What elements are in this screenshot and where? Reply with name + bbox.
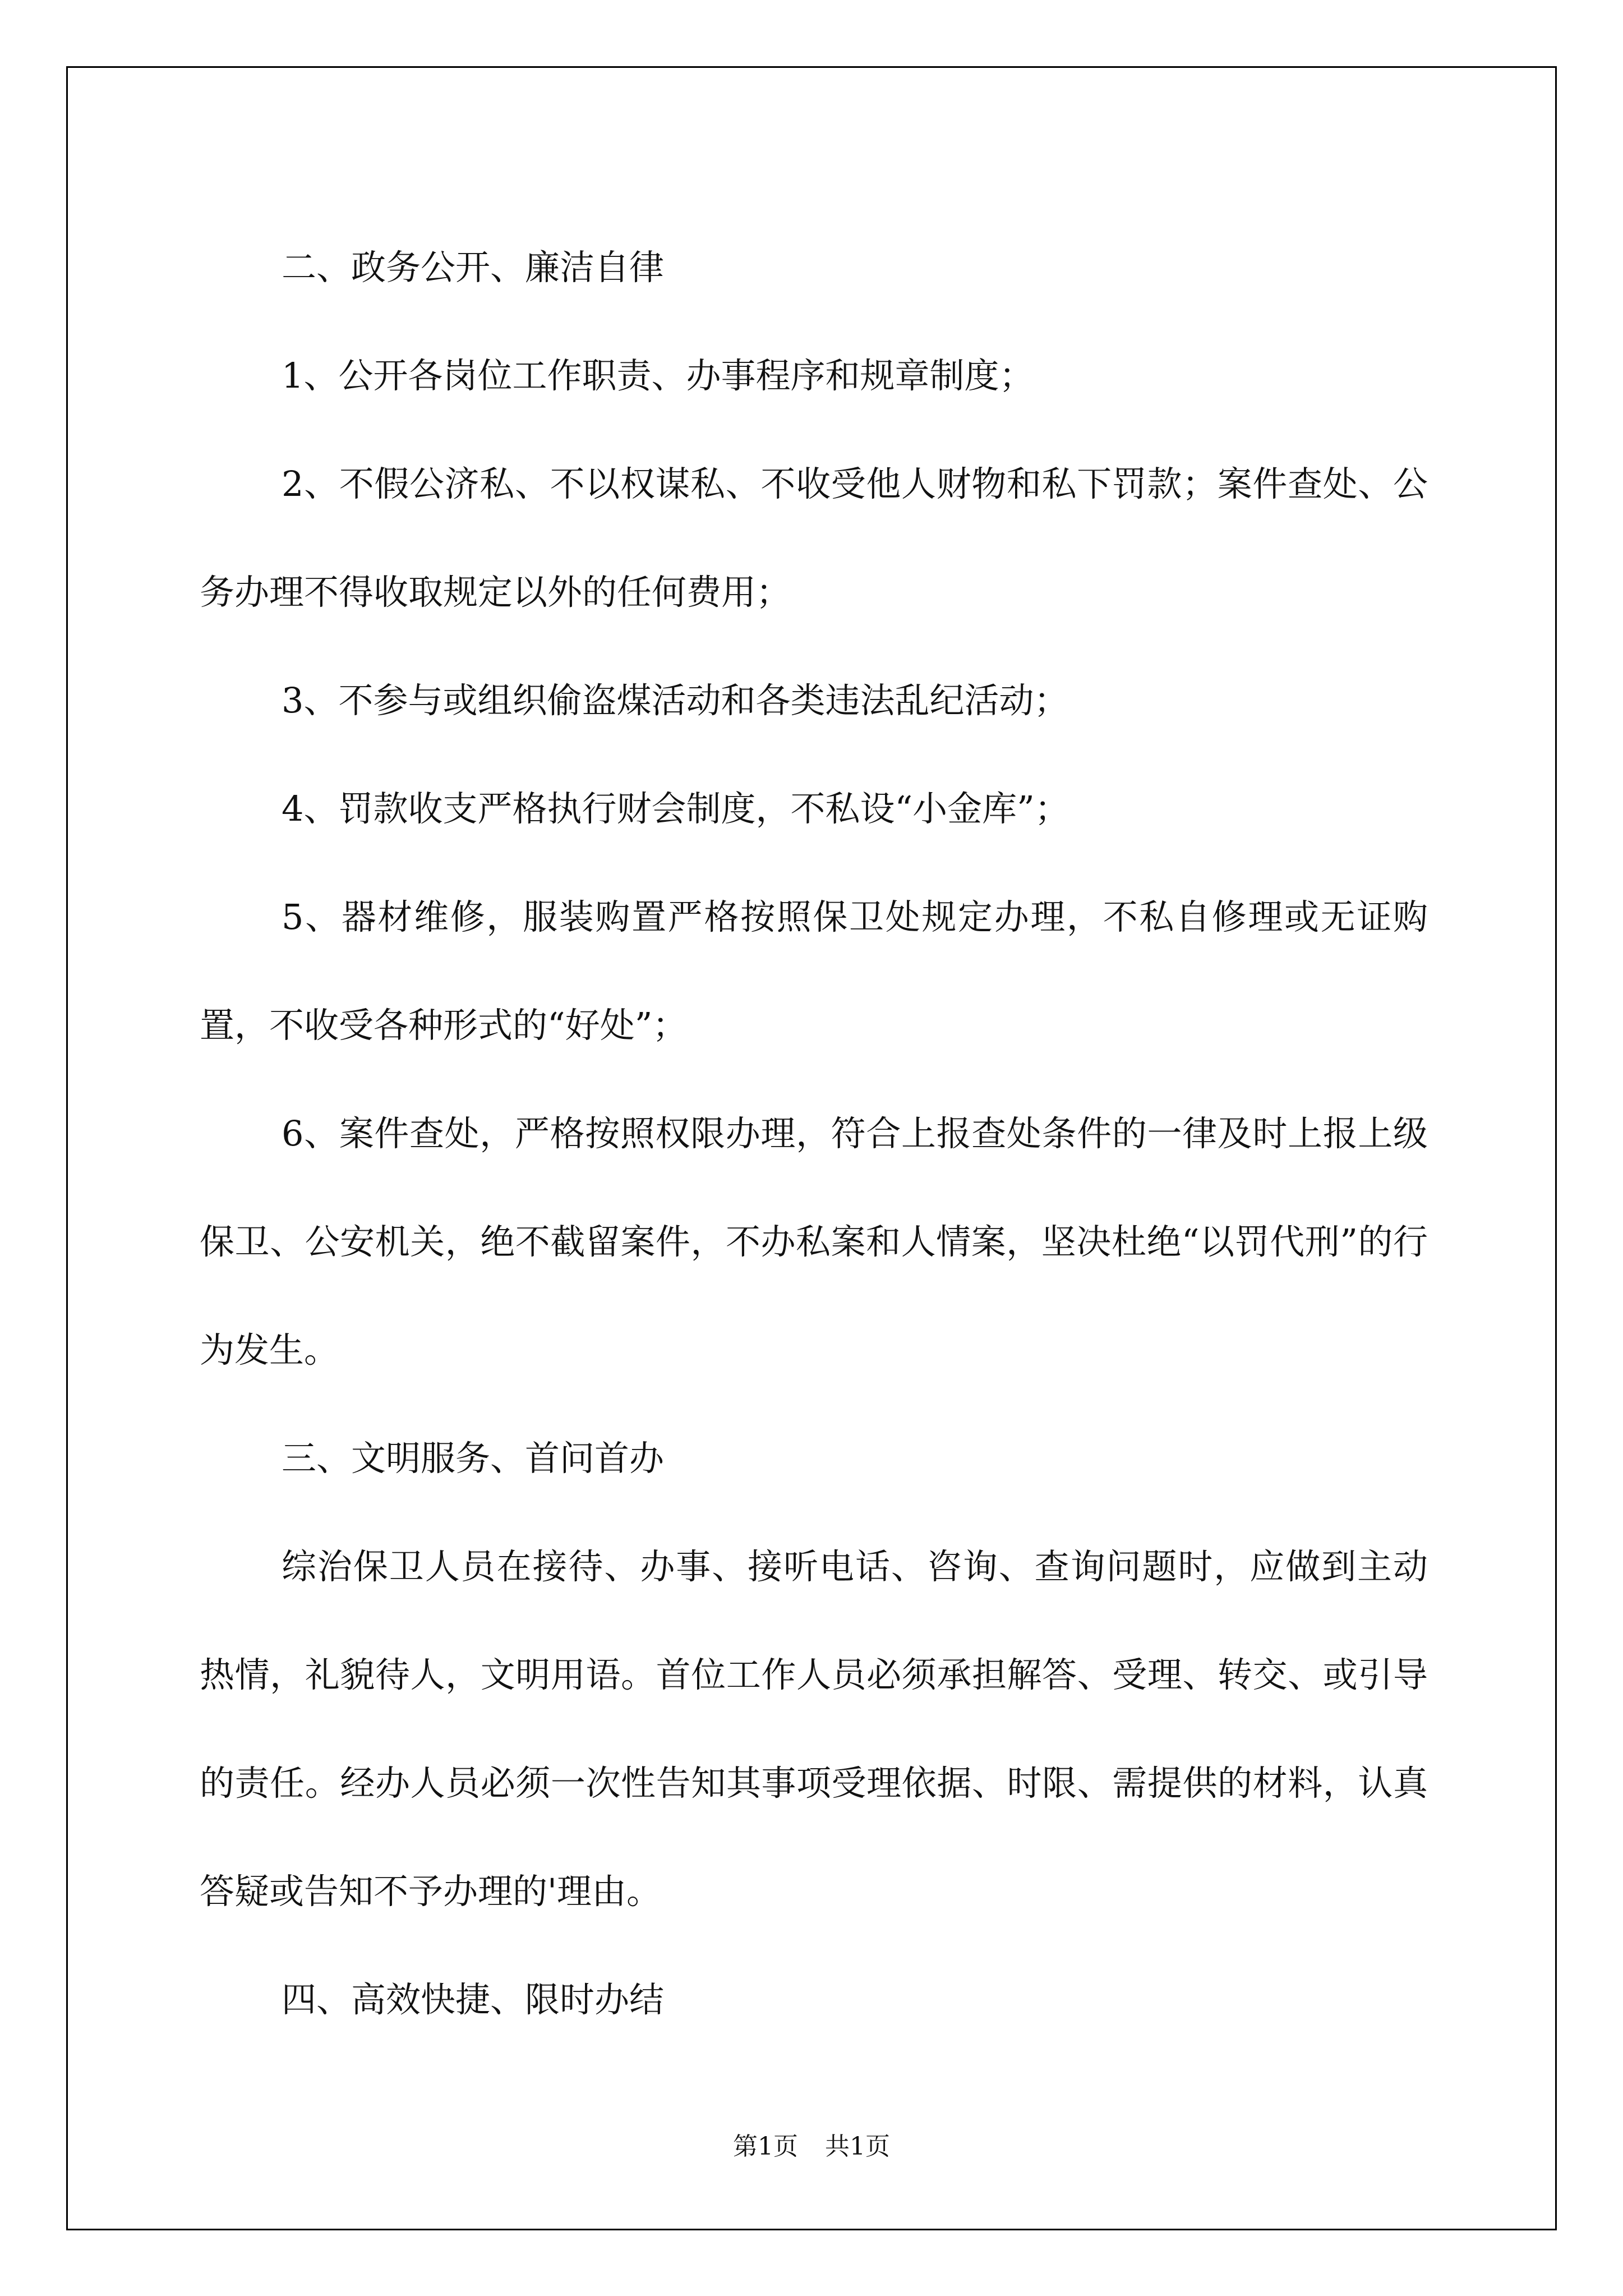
- page-footer: [0, 2126, 1623, 2162]
- section-heading-2: 二、政务公开、廉洁自律: [282, 247, 665, 288]
- list-item-3: 3、不参与或组织偷盗煤活动和各类违法乱纪活动；: [282, 680, 1069, 721]
- list-item-6: 6、案件查处，严格按照权限办理，符合上报查处条件的一律及时上报上级保卫、公安机关，绝不截留案件，不办私案和人情案，坚决杜绝“以罚代刑”的行为发生。: [200, 1113, 1428, 1370]
- document-body: [200, 213, 1428, 2054]
- section-heading-3: 三、文明服务、首问首办: [282, 1438, 665, 1479]
- page-count: 共1页: [825, 2132, 890, 2161]
- list-item-5: 5、器材维修，服装购置严格按照保卫处规定办理，不私自修理或无证购置，不收受各种形式的“好处”；: [200, 896, 1428, 1046]
- list-item-4: 4、罚款收支严格执行财会制度，不私设“小金库”；: [282, 788, 1069, 829]
- section-heading-4: 四、高效快捷、限时办结: [282, 1979, 665, 2020]
- list-item-1: 1、公开各岗位工作职责、办事程序和规章制度；: [282, 355, 1034, 396]
- body-paragraph: 综治保卫人员在接待、办事、接听电话、咨询、查询问题时，应做到主动热情，礼貌待人，文明用语。首位工作人员必须承担解答、受理、转交、或引导的责任。经办人员必须一次性告知其事项受理依据、时限、需提供的材料，认真答疑或告知不予办理的'理由。: [200, 1546, 1428, 1912]
- page-number: 第1页: [733, 2132, 798, 2161]
- list-item-2: 2、不假公济私、不以权谋私、不收受他人财物和私下罚款；案件查处、公务办理不得收取规定以外的任何费用；: [200, 463, 1428, 613]
